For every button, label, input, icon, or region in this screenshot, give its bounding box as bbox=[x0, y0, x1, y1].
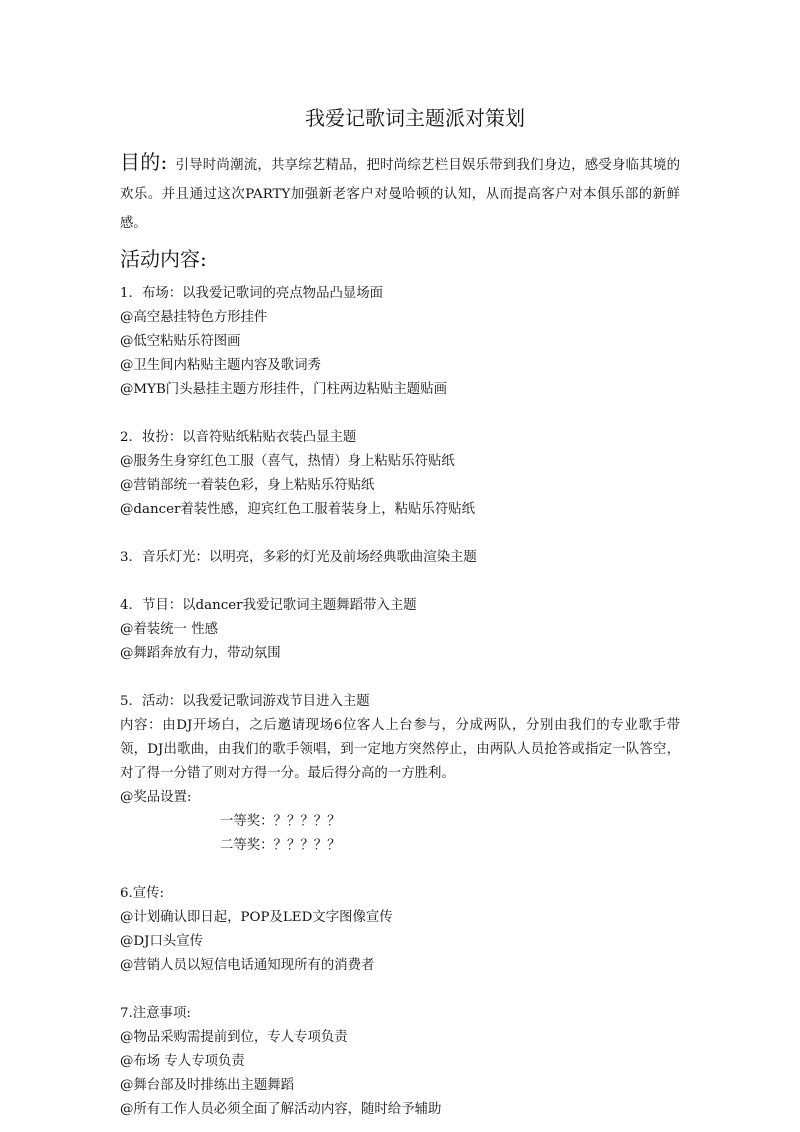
spacer bbox=[120, 858, 680, 882]
list-item: @低空粘贴乐符图画 bbox=[120, 334, 241, 349]
purpose-text: 引导时尚潮流，共享综艺精品，把时尚综艺栏目娱乐带到我们身边，感受身临其境的欢乐。并且通过这次PARTY加强新老客户对曼哈顿的认知，从而提高客户对本俱乐部的新鲜感。 bbox=[120, 158, 680, 231]
spacer bbox=[120, 666, 680, 690]
section-1-title: 1. 布场：以我爱记歌词的亮点物品凸显场面 bbox=[120, 286, 384, 301]
prize-item: 二等奖：？？？？？ bbox=[220, 838, 341, 853]
document-body bbox=[120, 148, 680, 1122]
list-item: @布场 专人专项负责 bbox=[120, 1054, 245, 1069]
section-5-title: 5. 活动：以我爱记歌词游戏节目进入主题 bbox=[120, 694, 370, 709]
spacer bbox=[120, 522, 680, 546]
purpose-paragraph bbox=[120, 148, 680, 238]
list-item: @卫生间内粘贴主题内容及歌词秀 bbox=[120, 358, 321, 373]
list-item: @营销人员以短信电话通知现所有的消费者 bbox=[120, 958, 375, 973]
prize-heading: @奖品设置: bbox=[120, 790, 192, 805]
prize-item: 一等奖：？？？？？ bbox=[220, 814, 341, 829]
list-item: @DJ口头宣传 bbox=[120, 934, 204, 949]
spacer bbox=[120, 978, 680, 1002]
list-item: @MYB门头悬挂主题方形挂件，门柱两边粘贴主题贴画 bbox=[120, 382, 447, 397]
list-item: @计划确认即日起，POP及LED文字图像宣传 bbox=[120, 910, 393, 925]
section-4-title: 4. 节目：以dancer我爱记歌词主题舞蹈带入主题 bbox=[120, 598, 417, 613]
list-item: @高空悬挂特色方形挂件 bbox=[120, 310, 268, 325]
list-item: @营销部统一着装色彩，身上粘贴乐符贴纸 bbox=[120, 478, 375, 493]
section-7-title: 7.注意事项: bbox=[120, 1006, 191, 1021]
section-5-body: 内容：由DJ开场白，之后邀请现场6位客人上台参与，分成两队，分别由我们的专业歌手带领，DJ出歌曲，由我们的歌手领唱，到一定地方突然停止，由两队人员抢答或指定一队答空，对了得一分错了则对方得一分。最后得分高的一方胜利。 bbox=[120, 718, 680, 781]
list-item: @舞台部及时排练出主题舞蹈 bbox=[120, 1078, 295, 1093]
section-6-title: 6.宣传: bbox=[120, 886, 165, 901]
list-item: @物品采购需提前到位，专人专项负责 bbox=[120, 1030, 348, 1045]
list-item: @着装统一 性感 bbox=[120, 622, 218, 637]
list-item: @dancer着装性感，迎宾红色工服着装身上，粘贴乐符贴纸 bbox=[120, 502, 475, 517]
spacer bbox=[120, 570, 680, 594]
spacer bbox=[120, 402, 680, 426]
purpose-heading: 目的: bbox=[120, 150, 168, 174]
content-heading: 活动内容: bbox=[120, 247, 207, 271]
section-2-title: 2. 妆扮：以音符贴纸粘贴衣装凸显主题 bbox=[120, 430, 357, 445]
section-3-title: 3. 音乐灯光：以明亮，多彩的灯光及前场经典歌曲渲染主题 bbox=[120, 550, 477, 565]
document-title: 我爱记歌词主题派对策划 bbox=[305, 106, 525, 130]
list-item: @舞蹈奔放有力，带动氛围 bbox=[120, 646, 281, 661]
list-item: @所有工作人员必须全面了解活动内容，随时给予辅助 bbox=[120, 1102, 442, 1117]
list-item: @服务生身穿红色工服（喜气，热情）身上粘贴乐符贴纸 bbox=[120, 454, 455, 469]
